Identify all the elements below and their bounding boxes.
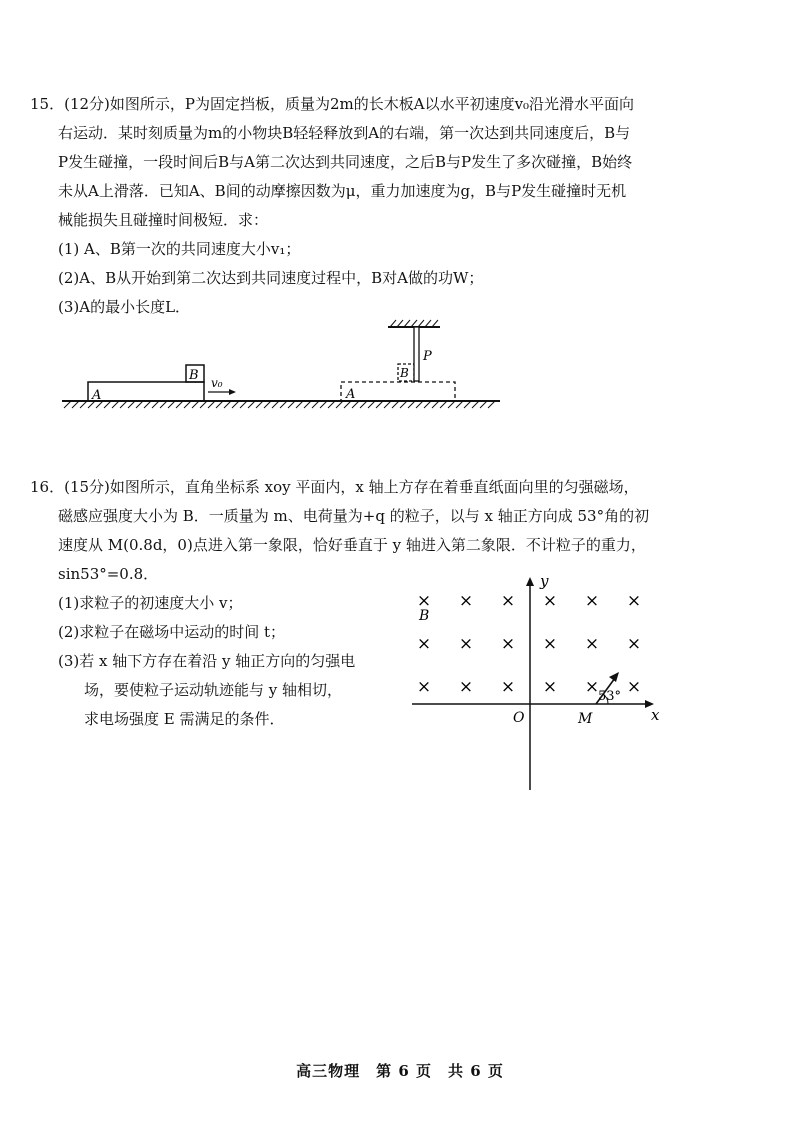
q15-line-1: 15．(12分)如图所示，P为固定挡板，质量为2m的长木板A以水平初速度v₀沿光滑水平面向 — [30, 95, 635, 113]
angle-label: 53° — [598, 689, 622, 704]
y-axis-arrowhead — [526, 577, 534, 586]
q16-line-3: 速度从 M(0.8d，0)点进入第一象限，恰好垂直于 y 轴进入第二象限．不计粒子的重力， — [58, 536, 646, 554]
field-cross: × — [500, 634, 516, 654]
point-m-label: M — [578, 711, 593, 727]
plate-p-label: P — [423, 349, 432, 364]
field-cross: × — [626, 634, 642, 654]
field-cross: × — [626, 677, 642, 697]
q15-line-4: 未从A上滑落．已知A、B间的动摩擦因数为μ，重力加速度为g，B与P发生碰撞时无机 — [58, 182, 627, 200]
q15-sub-1: (1) A、B第一次的共同速度大小v₁； — [58, 240, 301, 258]
q16-sub-1: (1)求粒子的初速度大小 v； — [58, 594, 243, 612]
q15-sub-3: (3)A的最小长度L． — [58, 298, 191, 316]
field-cross: × — [458, 591, 474, 611]
q16-line-1: 16．(15分)如图所示，直角坐标系 xoy 平面内，x 轴上方存在着垂直纸面向里的匀强磁场， — [30, 478, 639, 496]
field-cross: × — [416, 677, 432, 697]
x-axis-label: x — [651, 706, 660, 724]
field-cross: × — [458, 634, 474, 654]
field-cross: × — [416, 634, 432, 654]
origin-label: O — [513, 710, 525, 726]
field-b-label: B — [419, 608, 430, 624]
field-cross: × — [584, 591, 600, 611]
field-cross: × — [542, 677, 558, 697]
plank-a-label: A — [92, 388, 102, 403]
q15-line-3: P发生碰撞，一段时间后B与A第二次达到共同速度，之后B与P发生了多次碰撞，B始终 — [58, 153, 633, 171]
field-cross: × — [416, 591, 432, 611]
magnetic-field-crosses — [417, 591, 641, 697]
block-b-label: B — [189, 368, 199, 383]
q15-sub-2: (2)A、B从开始到第二次达到共同速度过程中，B对A做的功W； — [58, 269, 484, 287]
q16-sub-2: (2)求粒子在磁场中运动的时间 t； — [58, 623, 286, 641]
q16-line-2: 磁感应强度大小为 B．一质量为 m、电荷量为+q 的粒子，以与 x 轴正方向成 53°角的初 — [58, 507, 650, 525]
field-cross: × — [542, 591, 558, 611]
q16-sub-3: (3)若 x 轴下方存在着沿 y 轴正方向的匀强电 — [58, 652, 356, 670]
block-b-dashed-label: B — [400, 366, 409, 380]
field-cross: × — [500, 677, 516, 697]
field-cross: × — [542, 634, 558, 654]
page-footer: 高三物理 第 6 页 共 6 页 — [296, 1062, 504, 1080]
q15-line-2: 右运动．某时刻质量为m的小物块B轻轻释放到A的右端，第一次达到共同速度后，B与 — [58, 124, 631, 142]
field-cross: × — [584, 677, 600, 697]
q15-line-5: 械能损失且碰撞时间极短．求： — [58, 211, 269, 229]
initial-velocity-arrowhead — [609, 672, 619, 682]
field-cross: × — [500, 591, 516, 611]
field-cross: × — [458, 677, 474, 697]
q16-sub-3-cont-1: 场，要使粒子运动轨迹能与 y 轴相切， — [84, 681, 343, 699]
q16-sub-3-cont-2: 求电场强度 E 需满足的条件． — [84, 710, 285, 728]
velocity-label: v₀ — [211, 376, 223, 390]
q16-line-4: sin53°=0.8． — [58, 565, 159, 583]
plank-a-dashed-label: A — [346, 387, 356, 402]
y-axis-label: y — [540, 572, 549, 590]
field-cross: × — [626, 591, 642, 611]
field-cross: × — [584, 634, 600, 654]
